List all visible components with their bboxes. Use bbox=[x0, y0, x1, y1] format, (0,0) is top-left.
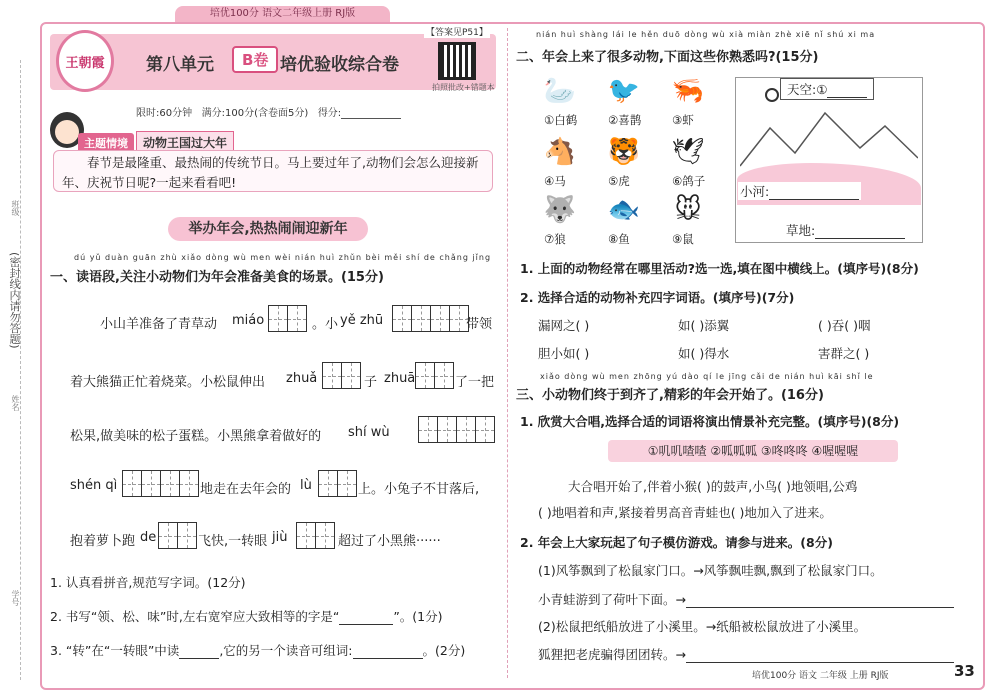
animal-label: ⑧鱼 bbox=[608, 232, 630, 246]
unit-title: 第八单元 bbox=[146, 55, 214, 75]
q1-pinyin-shenqi: shén qì bbox=[70, 478, 118, 493]
mouse-icon: 🐭 bbox=[674, 195, 702, 225]
crane-icon: 🦢 bbox=[543, 76, 577, 106]
q1-pinyin-de: de bbox=[140, 530, 157, 545]
sun-icon bbox=[765, 88, 779, 102]
idiom-2[interactable]: 如( )添翼 bbox=[678, 318, 730, 333]
shrimp-icon: 🦐 bbox=[671, 76, 705, 106]
q2-sub1: 1. 上面的动物经常在哪里活动?选一选,填在图中横线上。(填序号)(8分) bbox=[520, 261, 919, 276]
q1-line2-c: 了一把 bbox=[455, 375, 495, 390]
idiom-6[interactable]: 害群之( ) bbox=[818, 346, 870, 361]
q1-pinyin-lu: lù bbox=[300, 478, 312, 493]
animal-label: ⑦狼 bbox=[544, 232, 566, 246]
q1-line1-a: 小山羊准备了青草动 bbox=[100, 317, 218, 332]
chorus-passage-1[interactable]: 大合唱开始了,伴着小猴( )的鼓声,小鸟( )地领唱,公鸡 bbox=[568, 479, 858, 494]
q3-pinyin: xiǎo dòng wù men zhōng yú dào qí le jīng cǎi de nián huì kāi shǐ le bbox=[540, 372, 874, 381]
q3-sub1: 1. 欣赏大合唱,选择合适的词语将演出情景补充完整。(填序号)(8分) bbox=[520, 414, 900, 429]
score-blank[interactable] bbox=[341, 118, 401, 119]
q1-pinyin-shiwu: shí wù bbox=[348, 425, 390, 440]
pigeon-icon: 🕊 bbox=[671, 137, 705, 167]
answer-blank[interactable] bbox=[339, 624, 393, 625]
q1-pinyin-yezhu: yě zhū bbox=[340, 313, 384, 328]
page-number: 33 bbox=[954, 662, 975, 680]
q1-line2-b: 子 bbox=[364, 375, 378, 390]
writing-grid[interactable] bbox=[158, 522, 196, 549]
score-label: 得分: bbox=[317, 108, 342, 119]
q3-title: 三、小动物们终于到齐了,精彩的年会开始了。(16分) bbox=[516, 388, 824, 403]
full-score: 满分:100分(含卷面5分) bbox=[201, 108, 309, 119]
animal-label: ①白鹤 bbox=[544, 113, 578, 127]
answer-blank[interactable] bbox=[686, 607, 954, 608]
q1-pinyin-zhua1: zhuā bbox=[384, 371, 416, 386]
q2-pinyin: nián huì shàng lái le hěn duō dòng wù xià miàn zhè xiē nǐ shú xi ma bbox=[536, 30, 876, 39]
answer-blank[interactable] bbox=[353, 658, 423, 659]
theme-intro: 春节是最隆重、最热闹的传统节日。马上要过年了,动物们会怎么迎接新年、庆祝节日呢?一起来看看吧! bbox=[53, 150, 493, 192]
q1-pinyin-miao: miáo bbox=[232, 313, 265, 328]
imitate-2: 狐狸把老虎骗得团团转。→ bbox=[538, 645, 954, 663]
q1-line4-b: 上。小兔子不甘落后, bbox=[358, 482, 480, 497]
writing-grid[interactable] bbox=[318, 470, 356, 497]
writing-grid[interactable] bbox=[122, 470, 198, 497]
q1-title: 一、读语段,关注小动物们为年会准备美食的场景。(15分) bbox=[50, 270, 384, 285]
grass-field[interactable]: 草地: bbox=[784, 221, 907, 239]
exam-info bbox=[136, 104, 401, 119]
q1-line1-c: 带领 bbox=[466, 317, 493, 332]
animal-label: ⑨鼠 bbox=[672, 232, 694, 246]
q1-line2-a: 着大熊猫正忙着烧菜。小松鼠伸出 bbox=[70, 375, 266, 390]
animal-label: ②喜鹊 bbox=[608, 113, 642, 127]
river-field[interactable]: 小河: bbox=[738, 182, 861, 200]
animal-label: ⑤虎 bbox=[608, 174, 630, 188]
binding-margin bbox=[0, 0, 38, 700]
name-mark: 姓名 bbox=[11, 395, 20, 411]
theme-name: 动物王国过大年 bbox=[136, 131, 234, 154]
q3-sub2: 2. 年会上大家玩起了句子模仿游戏。请参与进来。(8分) bbox=[520, 535, 833, 550]
q1-sub3: 3. “转”在“一转眼”中读 ,它的另一个读音可组词: 。(2分) bbox=[50, 643, 466, 658]
theme-label: 主题情境 bbox=[78, 133, 134, 153]
paper-badge: B卷 bbox=[232, 46, 278, 73]
q1-pinyin-zhua3: zhuǎ bbox=[286, 371, 318, 386]
q1-pinyin: dú yǔ duàn guān zhù xiǎo dòng wù men wèi nián huì zhǔn bèi měi shí de chǎng jǐng bbox=[74, 253, 492, 262]
q1-line4-a: 地走在去年会的 bbox=[200, 482, 292, 497]
writing-grid[interactable] bbox=[392, 305, 468, 332]
id-mark: 学号 bbox=[11, 590, 20, 606]
q1-line3-a: 松果,做美味的松子蛋糕。小黑熊拿着做好的 bbox=[70, 429, 322, 444]
fish-icon: 🐟 bbox=[607, 195, 641, 225]
writing-grid[interactable] bbox=[296, 522, 334, 549]
animal-label: ④马 bbox=[544, 174, 566, 188]
exam-title: 培优验收综合卷 bbox=[280, 55, 399, 75]
q1-line1-b: 。小 bbox=[312, 317, 339, 332]
idiom-4[interactable]: 胆小如( ) bbox=[538, 346, 590, 361]
seal-line-notice: (密封线内请勿答题) bbox=[8, 252, 21, 349]
q1-line5-b: 飞快,一转眼 bbox=[198, 534, 268, 549]
time-limit: 限时:60分钟 bbox=[136, 108, 193, 119]
magpie-icon: 🐦 bbox=[607, 76, 641, 106]
answer-blank[interactable] bbox=[179, 658, 219, 659]
sound-options: ①叽叽喳喳 ②呱呱呱 ③咚咚咚 ④喔喔喔 bbox=[608, 440, 898, 462]
qr-caption: 拍照批改+错题本 bbox=[432, 83, 495, 92]
footer: 培优100分 语文 二年级 上册 RJ版 bbox=[752, 671, 889, 681]
chorus-passage-2[interactable]: ( )地唱着和声,紧接着男高音青蛙也( )地加入了进来。 bbox=[538, 505, 832, 520]
brand-logo: 王朝霞 bbox=[56, 30, 114, 92]
seal-line bbox=[20, 60, 21, 680]
answer-blank[interactable] bbox=[686, 662, 954, 663]
example-2: (2)松鼠把纸船放进了小溪里。→纸船被松鼠放进了小溪里。 bbox=[538, 619, 867, 634]
animal-label: ⑥鸽子 bbox=[672, 174, 706, 188]
tiger-icon: 🐯 bbox=[607, 137, 641, 167]
qr-code-icon[interactable] bbox=[438, 42, 476, 80]
animal-label: ③虾 bbox=[672, 113, 694, 127]
sky-field[interactable]: 天空:① bbox=[780, 78, 874, 100]
q1-line5-a: 抱着萝卜跑 bbox=[70, 534, 136, 549]
writing-grid[interactable] bbox=[322, 362, 360, 389]
writing-grid[interactable] bbox=[268, 305, 306, 332]
writing-grid[interactable] bbox=[418, 416, 494, 443]
idiom-1[interactable]: 漏网之( ) bbox=[538, 318, 590, 333]
q1-line5-c: 超过了小黑熊······ bbox=[338, 534, 441, 549]
q1-pinyin-jiu: jiù bbox=[272, 530, 288, 545]
q2-title: 二、年会上来了很多动物,下面这些你熟悉吗?(15分) bbox=[516, 50, 819, 65]
mountains-icon bbox=[740, 108, 918, 168]
class-mark: 班级 bbox=[11, 200, 20, 216]
wolf-icon: 🐺 bbox=[543, 195, 577, 225]
answer-reference: 【答案见P51】 bbox=[424, 25, 490, 38]
q2-sub2: 2. 选择合适的动物补充四字词语。(填序号)(7分) bbox=[520, 290, 795, 305]
idiom-3[interactable]: ( )吞( )咽 bbox=[818, 318, 871, 333]
column-divider bbox=[507, 28, 508, 678]
q1-sub1: 1. 认真看拼音,规范写字词。(12分) bbox=[50, 575, 246, 590]
book-band: 培优100分 语文二年级上册 RJ版 bbox=[175, 6, 390, 22]
q1-sub2: 2. 书写“领、松、味”时,左右宽窄应大致相等的字是“ ”。(1分) bbox=[50, 609, 443, 624]
imitate-1: 小青蛙游到了荷叶下面。→ bbox=[538, 590, 954, 608]
writing-grid[interactable] bbox=[415, 362, 453, 389]
horse-icon: 🐴 bbox=[543, 137, 577, 167]
girl-face-icon bbox=[55, 120, 79, 144]
example-1: (1)风筝飘到了松鼠家门口。→风筝飘哇飘,飘到了松鼠家门口。 bbox=[538, 563, 883, 578]
section-banner: 举办年会,热热闹闹迎新年 bbox=[168, 217, 368, 241]
idiom-5[interactable]: 如( )得水 bbox=[678, 346, 730, 361]
